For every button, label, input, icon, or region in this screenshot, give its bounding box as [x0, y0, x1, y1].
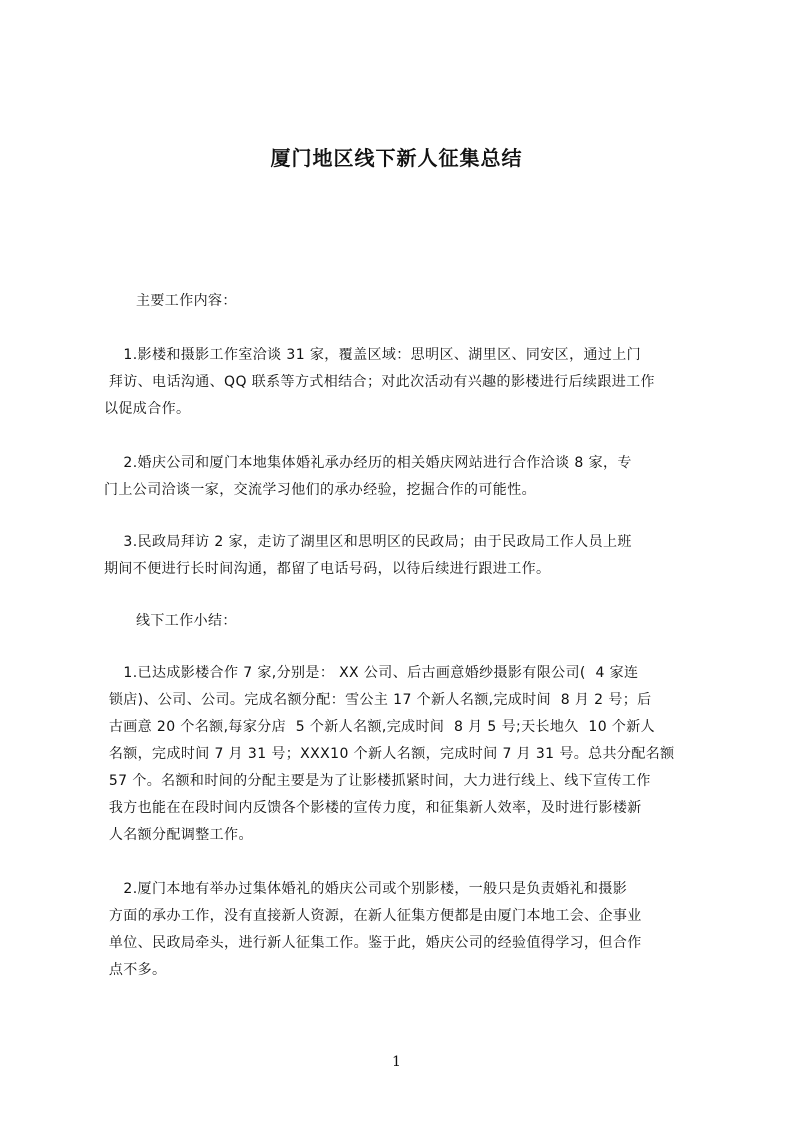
paragraph-line: 方面的承办工作，没有直接新人资源，在新人征集方便都是由厦门本地工会、企事业 — [104, 908, 642, 924]
paragraph-line: 2.厦门本地有举办过集体婚礼的婚庆公司或个别影楼，一般只是负责婚礼和摄影 — [104, 881, 628, 897]
paragraph-line: 拜访、电话沟通、QQ 联系等方式相结合；对此次活动有兴趣的影楼进行后续跟进工作 — [104, 374, 655, 390]
page-number: 1 — [392, 1054, 401, 1070]
paragraph-line: 人名额分配调整工作。 — [104, 827, 253, 843]
paragraph-line: 名额，完成时间 7 月 31 号；XXX10 个新人名额，完成时间 7 月 31 号。总共分配名额 — [104, 746, 675, 762]
paragraph-line: 期间不便进行长时间沟通，都留了电话号码，以待后续进行跟进工作。 — [104, 561, 551, 577]
document-title: 厦门地区线下新人征集总结 — [270, 146, 523, 170]
paragraph-line: 以促成合作。 — [104, 401, 191, 417]
paragraph-line: 1.已达成影楼合作 7 家,分别是： XX 公司、后古画意婚纱摄影有限公司( 4 家连 — [104, 665, 639, 681]
paragraph-line: 3.民政局拜访 2 家，走访了湖里区和思明区的民政局；由于民政局工作人员上班 — [104, 534, 632, 550]
paragraph-line: 锁店)、公司、公司。完成名额分配：雪公主 17 个新人名额,完成时间 8 月 2 号；后 — [104, 692, 652, 708]
paragraph-line: 门上公司洽谈一家，交流学习他们的承办经验，挖掘合作的可能性。 — [104, 482, 536, 498]
paragraph-line: 2.婚庆公司和厦门本地集体婚礼承办经历的相关婚庆网站进行合作洽谈 8 家，专 — [104, 455, 632, 471]
paragraph-line: 点不多。 — [104, 962, 167, 978]
paragraph-line: 单位、民政局牵头，进行新人征集工作。鉴于此，婚庆公司的经验值得学习，但合作 — [104, 935, 642, 951]
paragraph-line: 我方也能在在段时间内反馈各个影楼的宣传力度，和征集新人效率，及时进行影楼新 — [104, 800, 642, 816]
paragraph-line: 1.影楼和摄影工作室洽谈 31 家，覆盖区域：思明区、湖里区、同安区，通过上门 — [104, 347, 642, 363]
section-heading-main-work: 主要工作内容： — [136, 293, 237, 309]
paragraph-line: 古画意 20 个名额,每家分店 5 个新人名额,完成时间 8 月 5 号;天长地久 10 个新人 — [104, 719, 656, 735]
section-heading-summary: 线下工作小结： — [136, 613, 237, 629]
paragraph-line: 57 个。名额和时间的分配主要是为了让影楼抓紧时间，大力进行线上、线下宣传工作 — [104, 773, 651, 789]
